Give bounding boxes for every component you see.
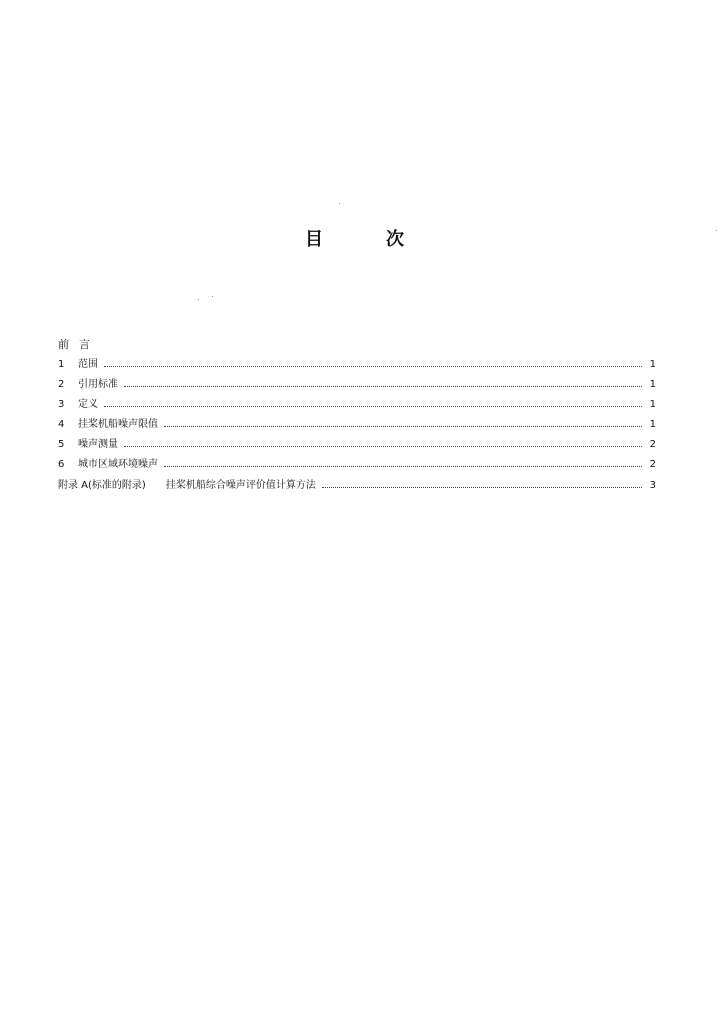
title-char: 目 xyxy=(305,229,323,250)
toc-entry-label: 挂桨机船噪声限值 xyxy=(78,419,158,430)
scan-speck xyxy=(212,296,213,297)
toc-entry-page: 2 xyxy=(649,459,656,470)
toc-entry[interactable] xyxy=(58,398,656,412)
toc-entry-page: 1 xyxy=(649,399,656,410)
toc-entry[interactable] xyxy=(58,378,656,392)
toc-entry-page: 3 xyxy=(649,480,656,491)
dot-leader xyxy=(124,386,642,387)
toc-entry-number: 5 xyxy=(58,439,65,450)
toc-entry-number: 4 xyxy=(58,419,65,430)
dot-leader xyxy=(164,466,642,467)
preface-char: 言 xyxy=(79,338,90,351)
toc-entry-page: 1 xyxy=(649,359,656,370)
toc-entry[interactable] xyxy=(58,438,656,452)
toc-entry-number: 6 xyxy=(58,459,65,470)
toc-appendix-entry[interactable] xyxy=(58,479,656,493)
scan-speck xyxy=(198,299,199,300)
appendix-title: 挂桨机船综合噪声评价值计算方法 xyxy=(165,480,316,491)
title-char: 次 xyxy=(386,229,404,250)
toc-entry[interactable] xyxy=(58,358,656,372)
toc-entry[interactable] xyxy=(58,458,656,472)
toc-entry-page: 1 xyxy=(649,419,656,430)
toc-entry-number: 3 xyxy=(58,399,65,410)
dot-leader xyxy=(104,406,642,407)
toc-entry-page: 1 xyxy=(649,379,656,390)
toc-entry-number: 2 xyxy=(58,379,65,390)
toc-entry-label: 范围 xyxy=(78,359,98,370)
toc-entry-label: 噪声测量 xyxy=(78,439,118,450)
dot-leader xyxy=(124,446,642,447)
dot-leader xyxy=(104,366,642,367)
page-title xyxy=(0,228,721,252)
toc-preface[interactable] xyxy=(58,338,90,352)
dot-leader xyxy=(322,487,642,488)
toc-entry-label: 引用标准 xyxy=(78,379,118,390)
toc-entry-page: 2 xyxy=(649,439,656,450)
dot-leader xyxy=(164,426,642,427)
appendix-label: 附录 A(标准的附录) xyxy=(58,480,146,491)
toc-entry-label: 城市区域环境噪声 xyxy=(78,459,158,470)
toc-entry-number: 1 xyxy=(58,359,65,370)
scan-speck xyxy=(339,203,340,204)
preface-char: 前 xyxy=(58,338,69,351)
toc-entry-label: 定义 xyxy=(78,399,98,410)
toc-entry[interactable] xyxy=(58,418,656,432)
